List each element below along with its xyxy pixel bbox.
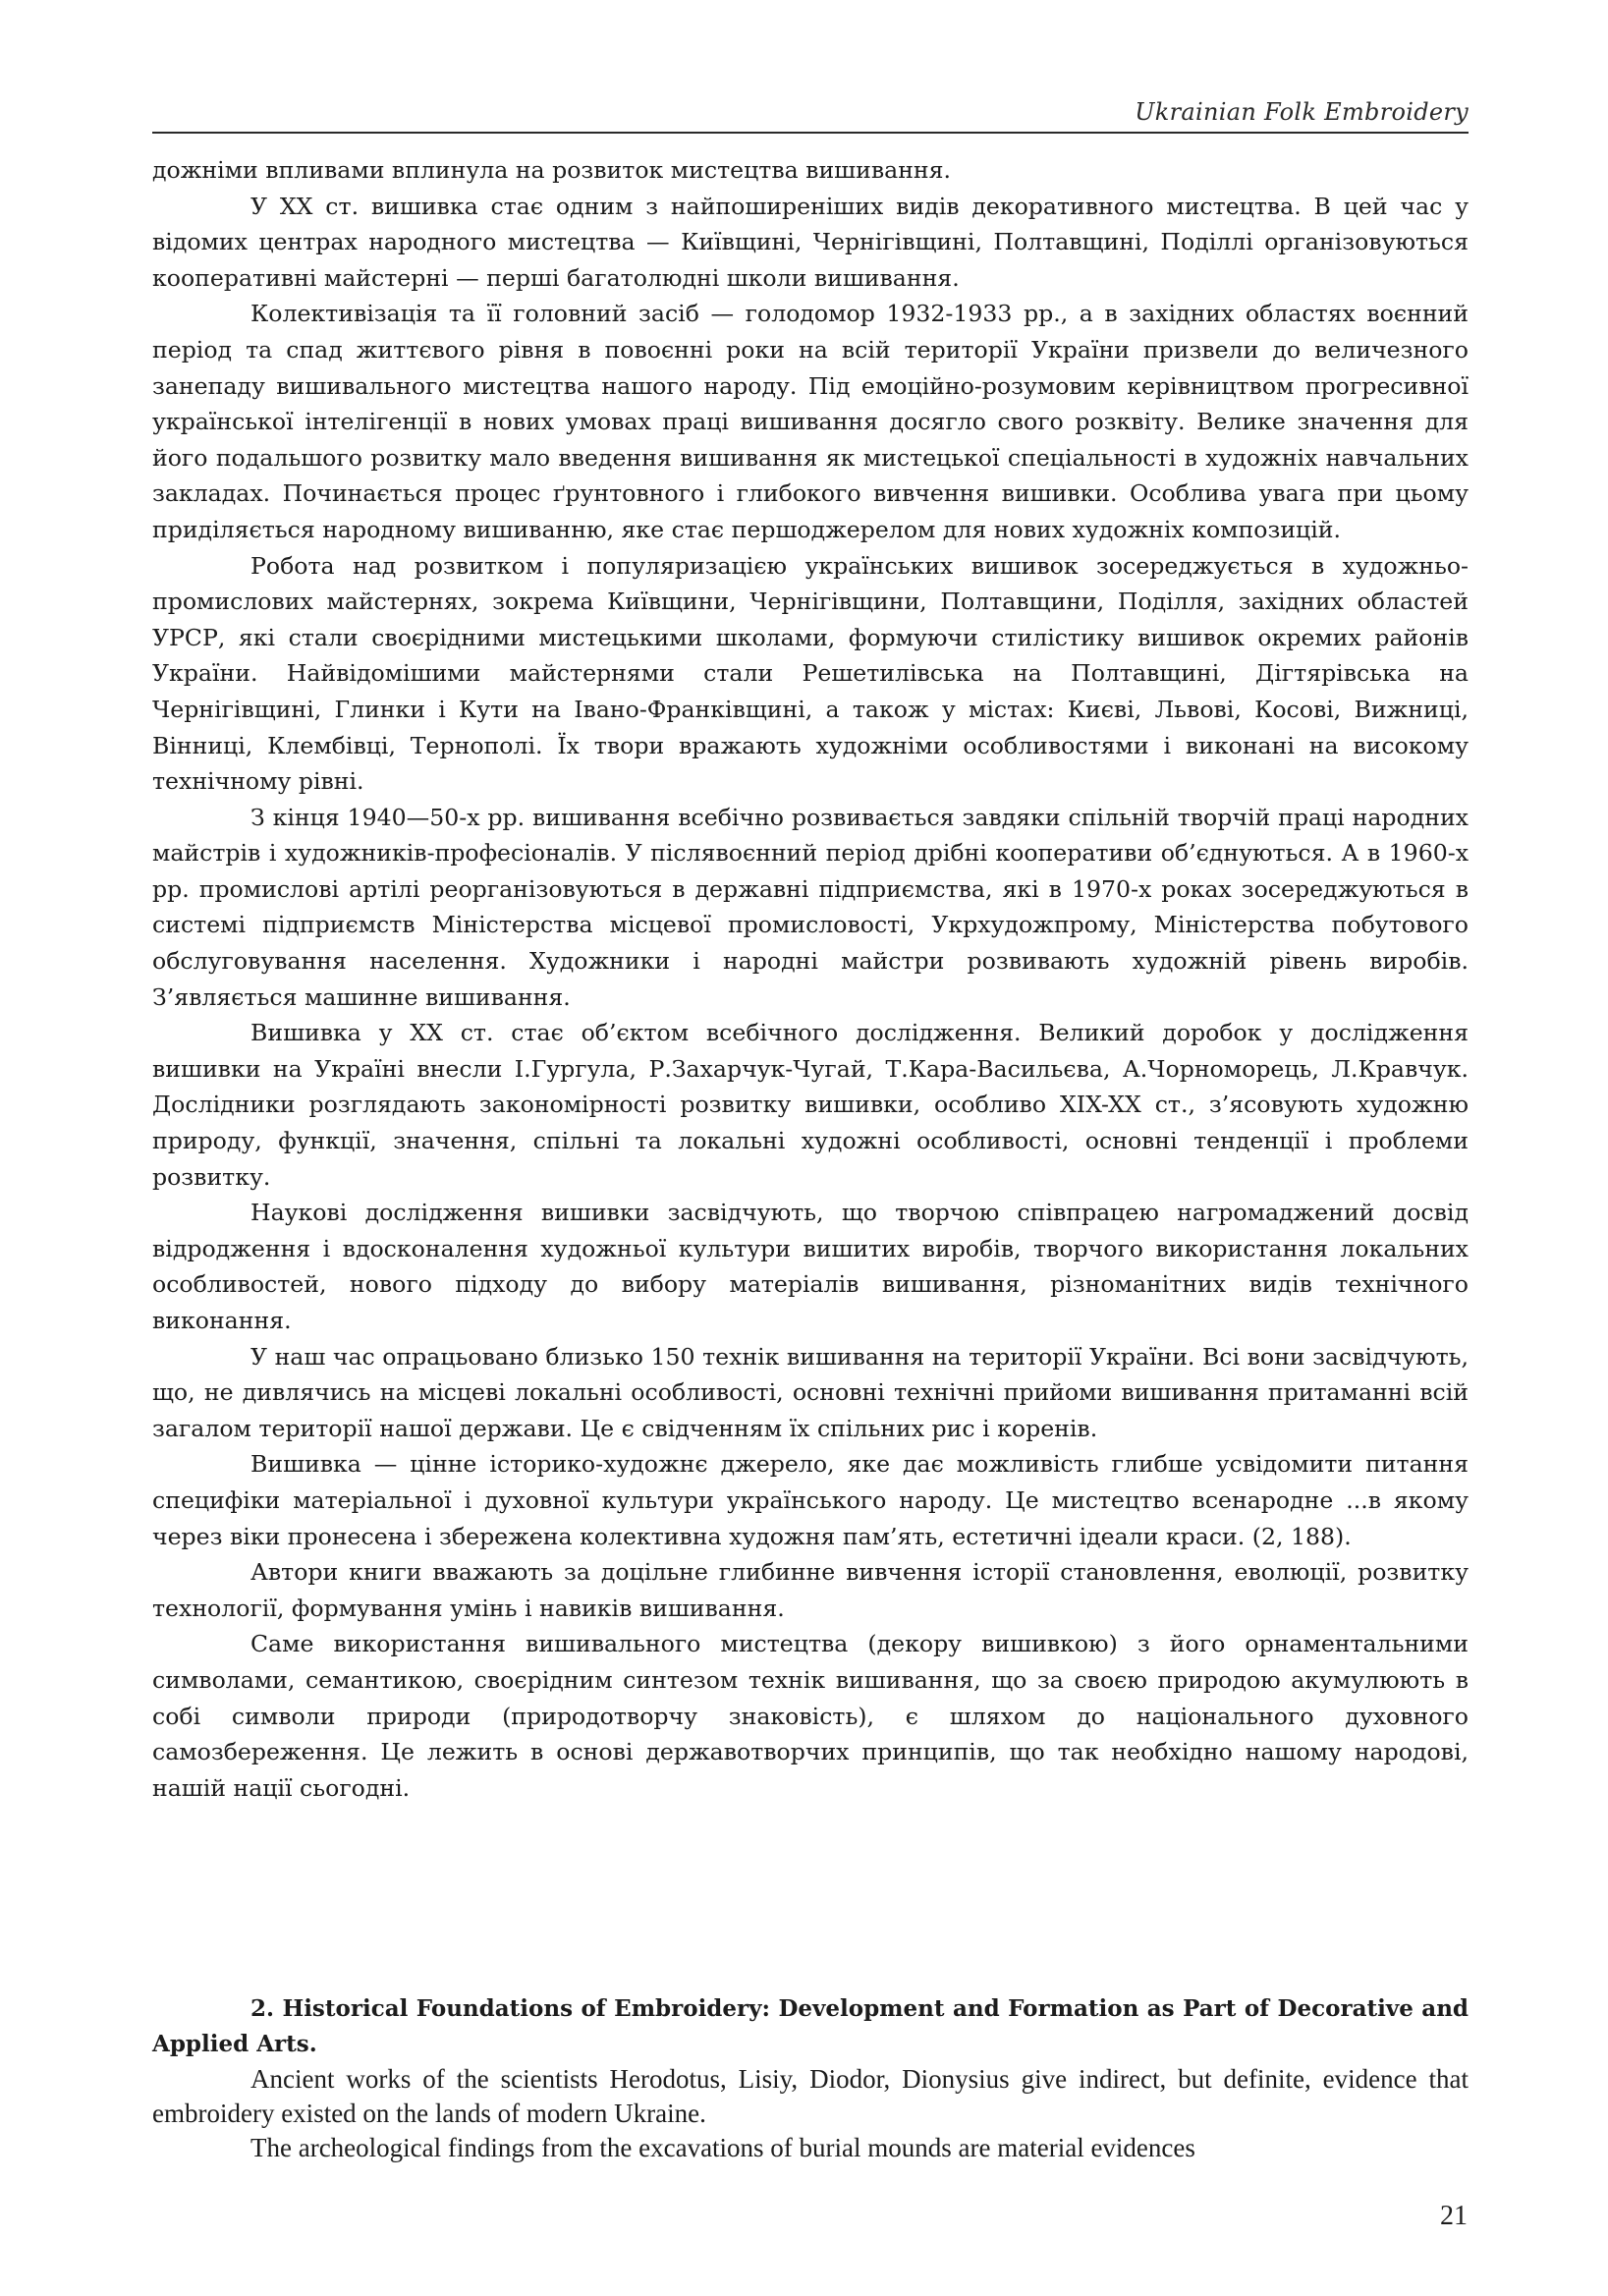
paragraph-continuation: дожніми впливами вплинула на розвиток мистецтва вишивання. (152, 156, 952, 184)
paragraph: Вишивка у XX ст. стає об’єктом всебічного дослідження. Великий доробок у дослідження вишивки на Україні внесли І.Гургула, Р.Захарчук-Чугай, Т.Кара-Васильєва, А.Чорноморець, Л.Кравчук. Дослідники розглядають закономірності розвитку вишивки, особливо XIX-XX ст., з’ясовують художню природу, функції, значення, спільні та локальні художні особливості, основні тенденції і проблеми розвитку. (152, 1019, 1469, 1191)
running-title: Ukrainian Folk Embroidery (1135, 98, 1469, 126)
paragraph: У наш час опрацьовано близько 150 технік вишивання на території України. Всі вони засвідчують, що, не дивлячись на місцеві локальні особливості, основні технічні прийоми вишивання притаманні всій загалом території нашої держави. Це є свідченням їх спільних рис і коренів. (152, 1342, 1469, 1442)
running-header (152, 92, 1469, 134)
paragraph: Колективізація та її головний засіб — голодомор 1932-1933 рр., а в західних областях воєнний період та спад життєвого рівня в повоєнні роки на всій території України призвели до величезного занепаду вишивального мистецтва нашого народу. Під емоційно-розумовим керівництвом прогресивної української інтелігенції в нових умовах праці вишивання досягло свого розквіту. Велике значення для його подальшого розвитку мало введення вишивання як мистецької спеціальності в художніх навчальних закладах. Починається процес ґрунтовного і глибокого вивчення вишивки. Особлива увага при цьому приділяється народному вишиванню, яке стає першоджерелом для нових художніх композицій. (152, 300, 1469, 543)
paragraph: Робота над розвитком і популяризацією українських вишивок зосереджується в художньо-промислових майстернях, зокрема Київщини, Чернігівщини, Полтавщини, Поділля, західних областей УРСР, які стали своєрідними мистецькими школами, формуючи стилістику вишивок окремих районів України. Найвідомішими майстернями стали Решетилівська на Полтавщині, Дігтярівська на Чернігівщині, Глинки і Кути на Івано-Франківщині, а також у містах: Києві, Львові, Косові, Вижниці, Вінниці, Клембівці, Тернополі. Їх твори вражають художніми особливостями і виконані на високому технічному рівні. (152, 551, 1469, 796)
paragraph: Наукові дослідження вишивки засвідчують, що творчою співпрацею нагромаджений досвід відродження і вдосконалення художньої культури вишитих виробів, творчого використання локальних особливостей, нового підходу до вибору матеріалів вишивання, різноманітних видів технічного виконання. (152, 1199, 1469, 1334)
paragraph: З кінця 1940—50-х рр. вишивання всебічно розвивається завдяки спільній творчій праці народних майстрів і художників-професіоналів. У післявоєнний період дрібні кооперативи об’єднуються. А в 1960-х рр. промислові артілі реорганізовуються в державні підприємства, які в 1970-х роках зосереджуються в системі підприємств Міністерства місцевої промисловості, Укрхудожпрому, Міністерства побутового обслуговування населення. Художники і народні майстри розвивають художній рівень виробів. З’являється машинне вишивання. (152, 803, 1469, 1011)
section-paragraph: Ancient works of the scientists Herodotus, Lisiy, Diodor, Dionysius give indirect, but definite, evidence that embroidery existed on the lands of modern Ukraine. (152, 2064, 1469, 2128)
paragraph: Автори книги вважають за доцільне глибинне вивчення історії становлення, еволюції, розвитку технології, формування умінь і навиків вишивання. (152, 1558, 1469, 1622)
paragraph: Вишивка — цінне історико-художнє джерело, яке дає можливість глибше усвідомити питання специфіки матеріальної і духовної культури українського народу. Це мистецтво всенародне ...в якому через віки пронесена і збережена колективна художня пам’ять, естетичні ідеали краси. (2, 188). (152, 1450, 1469, 1550)
paragraph: Саме використання вишивального мистецтва (декору вишивкою) з його орнаментальними символами, семантикою, своєрідним синтезом технік вишивання, що за своєю природою акумулюють в собі символи природи (природотворчу знаковість), є шляхом до національного духовного самозбереження. Це лежить в основі державотворчих принципів, що так необхідно нашому народові, нашій нації сьогодні. (152, 1630, 1469, 1802)
page-number: 21 (1440, 2201, 1468, 2231)
ukrainian-body-text (152, 152, 1469, 1806)
section-paragraph: The archeological findings from the excavations of burial mounds are material evidences (250, 2133, 1195, 2162)
english-section (152, 1991, 1469, 2165)
section-heading: 2. Historical Foundations of Embroidery: Development and Formation as Part of Decorative and Applied Arts. (152, 1995, 1469, 2057)
paragraph: У XX ст. вишивка стає одним з найпоширеніших видів декоративного мистецтва. В цей час у відомих центрах народного мистецтва — Київщині, Чернігівщині, Полтавщині, Поділлі організовуються кооперативні майстерні — перші багатолюдні школи вишивання. (152, 192, 1469, 292)
